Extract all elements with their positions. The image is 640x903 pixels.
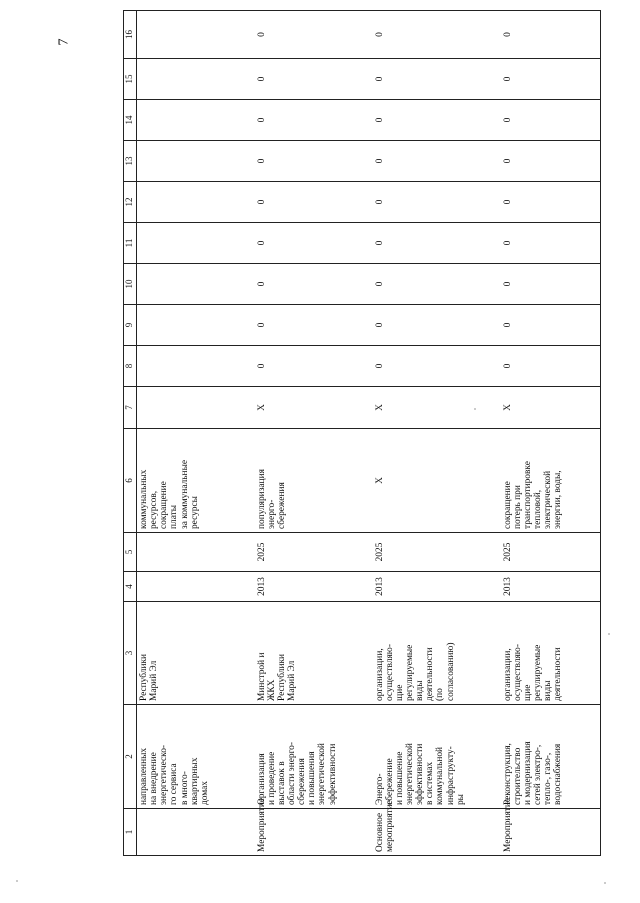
cell-value: 0: [501, 223, 601, 264]
cell-value: 0: [501, 100, 601, 141]
cell-value: [137, 100, 255, 141]
cell-value: 0: [373, 59, 501, 100]
cell-value: 0: [255, 141, 373, 182]
cell-value: 0: [373, 100, 501, 141]
cell-value: [137, 346, 255, 387]
cell-value: [137, 11, 255, 59]
cell-value: [137, 264, 255, 305]
cell-value: 0: [255, 182, 373, 223]
cell-start-year: 2013: [255, 572, 373, 602]
cell-value: 0: [501, 182, 601, 223]
cell-value: 0: [255, 223, 373, 264]
cell-type: Мероприятие: [255, 809, 373, 856]
header-cell: 2: [124, 705, 137, 809]
cell-type: Мероприятие: [501, 809, 601, 856]
scan-speck: [608, 633, 610, 635]
header-cell: 3: [124, 602, 137, 705]
scan-speck: [474, 408, 476, 410]
program-table: [123, 10, 601, 856]
cell-executor: Республики Марий Эл: [137, 602, 255, 705]
cell-value: 0: [255, 264, 373, 305]
cell-value: 0: [255, 59, 373, 100]
cell-value: [137, 182, 255, 223]
cell-value: 0: [501, 11, 601, 59]
cell-result: X: [373, 429, 501, 533]
header-cell: 6: [124, 429, 137, 533]
cell-value: [137, 59, 255, 100]
table-row: [137, 11, 255, 856]
cell-value: X: [373, 387, 501, 429]
header-cell: 7: [124, 387, 137, 429]
cell-result: популяризация энерго- сбережения: [255, 429, 373, 533]
cell-value: 0: [373, 223, 501, 264]
cell-end-year: 2025: [373, 533, 501, 572]
cell-name: направленных на внедрение энергетическо- го сервиса в много- квартирных домах: [137, 705, 255, 809]
cell-value: 0: [373, 141, 501, 182]
cell-value: 0: [255, 346, 373, 387]
cell-end-year: 2025: [255, 533, 373, 572]
cell-value: [137, 141, 255, 182]
cell-value: 0: [501, 346, 601, 387]
cell-value: 0: [255, 11, 373, 59]
cell-value: 0: [373, 11, 501, 59]
header-cell: 9: [124, 305, 137, 346]
table-row: [255, 11, 373, 856]
cell-end-year: 2025: [501, 533, 601, 572]
cell-value: 0: [373, 305, 501, 346]
cell-name: Организация и проведение выставок в области энерго- сбережения и повышения энергетической эффективности: [255, 705, 373, 809]
scan-speck: [604, 882, 606, 884]
cell-start-year: 2013: [373, 572, 501, 602]
cell-executor: организации, осуществляю- щие регулируемые виды деятельности: [501, 602, 601, 705]
cell-value: 0: [501, 59, 601, 100]
cell-type: [137, 809, 255, 856]
header-cell: 5: [124, 533, 137, 572]
scan-speck: [16, 880, 18, 882]
cell-value: 0: [255, 305, 373, 346]
cell-value: X: [255, 387, 373, 429]
header-cell: 12: [124, 182, 137, 223]
cell-value: 0: [373, 264, 501, 305]
cell-executor: Минстрой и ЖКХ Республики Марий Эл: [255, 602, 373, 705]
cell-end-year: [137, 533, 255, 572]
cell-type: Основное мероприятие: [373, 809, 501, 856]
cell-value: 0: [255, 100, 373, 141]
header-cell: 4: [124, 572, 137, 602]
header-cell: 15: [124, 59, 137, 100]
cell-value: 0: [501, 305, 601, 346]
table-row: [373, 11, 501, 856]
cell-value: 0: [501, 141, 601, 182]
cell-value: 0: [501, 264, 601, 305]
cell-start-year: [137, 572, 255, 602]
header-cell: 16: [124, 11, 137, 59]
header-cell: 1: [124, 809, 137, 856]
cell-value: 0: [373, 182, 501, 223]
header-row: [124, 11, 137, 856]
header-cell: 11: [124, 223, 137, 264]
page-number: 7: [56, 38, 72, 46]
cell-value: [137, 223, 255, 264]
header-cell: 13: [124, 141, 137, 182]
cell-start-year: 2013: [501, 572, 601, 602]
header-cell: 10: [124, 264, 137, 305]
cell-value: [137, 305, 255, 346]
cell-value: 0: [373, 346, 501, 387]
header-cell: 14: [124, 100, 137, 141]
cell-result: сокращение потерь при транспортировке тепловой, электрической энергии, воды,: [501, 429, 601, 533]
cell-name: Энерго- сбережение и повышение энергетической эффективности в системах коммунальной инфраструкту- ры: [373, 705, 501, 809]
cell-value: [137, 387, 255, 429]
cell-name: Реконструкция, строительство и модернизация сетей электро-, тепло-, газо-, водоснабжения: [501, 705, 601, 809]
table-row: [501, 11, 601, 856]
cell-result: коммунальных ресурсов, сокращение платы за коммунальные ресурсы: [137, 429, 255, 533]
cell-value: X: [501, 387, 601, 429]
cell-executor: организации, осуществляю- щие регулируемые виды деятельности (по согласованию): [373, 602, 501, 705]
header-cell: 8: [124, 346, 137, 387]
